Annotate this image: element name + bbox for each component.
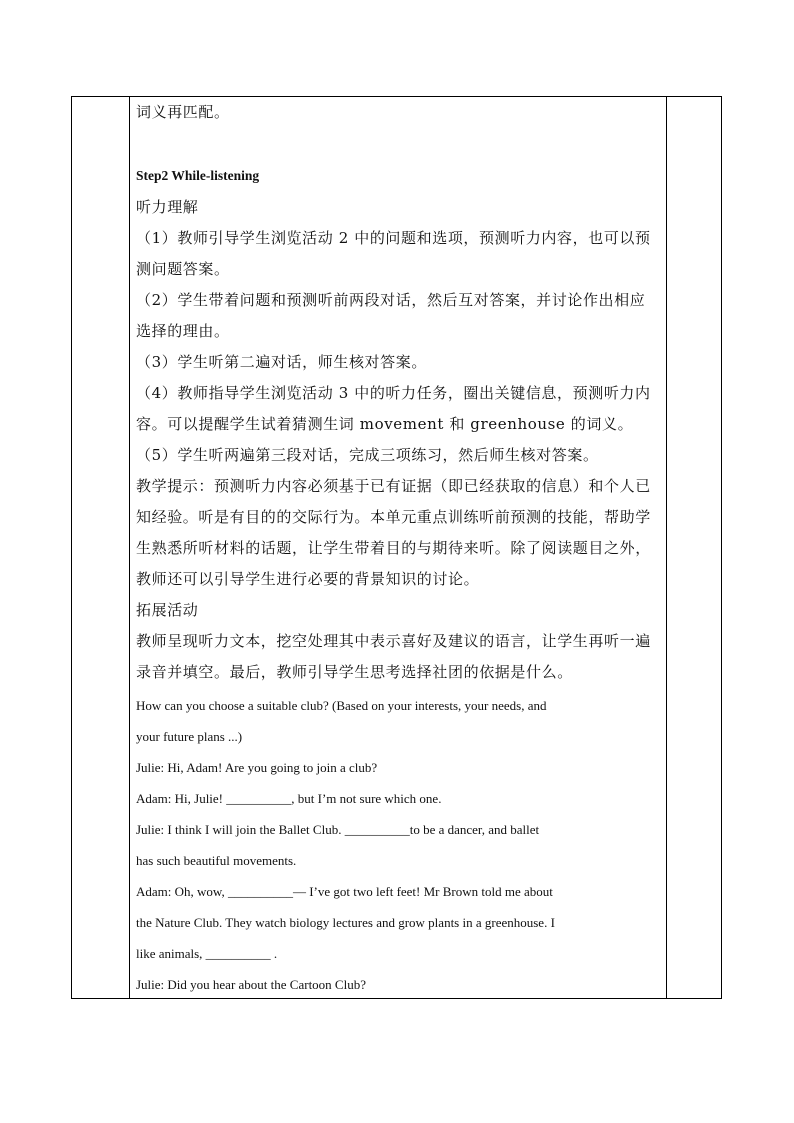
text-line: 听力理解	[136, 198, 199, 216]
text-line: 教学提示：预测听力内容必须基于已有证据（即已经获取的信息）和个人已	[136, 477, 651, 495]
text-line: 录音并填空。最后，教师引导学生思考选择社团的依据是什么。	[136, 663, 573, 681]
text-line: 知经验。听是有目的的交际行为。本单元重点训练听前预测的技能，帮助学	[136, 508, 651, 526]
text-line: （4）教师指导学生浏览活动 3 中的听力任务，圈出关键信息，预测听力内	[136, 384, 651, 402]
text-line: like animals, __________ .	[136, 946, 278, 961]
text-line: 拓展活动	[136, 601, 199, 619]
text-line: has such beautiful movements.	[136, 853, 297, 868]
column-divider-left	[129, 97, 130, 998]
column-divider-right	[666, 97, 667, 998]
text-line: Adam: Oh, wow, __________— I’ve got two left feet! Mr Brown told me about	[136, 884, 553, 899]
text-line: 测问题答案。	[136, 260, 230, 278]
text-line: （2）学生带着问题和预测听前两段对话，然后互对答案，并讨论作出相应	[136, 291, 646, 309]
text-line: your future plans ...)	[136, 729, 243, 744]
text-line: 容。可以提醒学生试着猜测生词 movement 和 greenhouse 的词义。	[136, 415, 634, 433]
text-line: Julie: I think I will join the Ballet Club. __________to be a dancer, and ballet	[136, 822, 540, 837]
text-line: the Nature Club. They watch biology lectures and grow plants in a greenhouse. I	[136, 915, 555, 930]
text-line: （3）学生听第二遍对话，师生核对答案。	[136, 353, 427, 371]
text-line: 选择的理由。	[136, 322, 230, 340]
text-line: Adam: Hi, Julie! __________, but I’m not sure which one.	[136, 791, 442, 806]
section-heading: Step2 While-listening	[136, 168, 260, 183]
lesson-plan-table	[71, 96, 722, 999]
text-line: 生熟悉所听材料的话题，让学生带着目的与期待来听。除了阅读题目之外，	[136, 539, 651, 557]
text-line: 教师呈现听力文本，挖空处理其中表示喜好及建议的语言，让学生再听一遍	[136, 632, 651, 650]
text-line: Julie: Did you hear about the Cartoon Club?	[136, 977, 366, 992]
text-line: How can you choose a suitable club? (Based on your interests, your needs, and	[136, 698, 547, 713]
text-line: 词义再匹配。	[136, 103, 230, 121]
text-line: （1）教师引导学生浏览活动 2 中的问题和选项，预测听力内容，也可以预	[136, 229, 651, 247]
text-line: 教师还可以引导学生进行必要的背景知识的讨论。	[136, 570, 480, 588]
text-line: （5）学生听两遍第三段对话，完成三项练习，然后师生核对答案。	[136, 446, 599, 464]
text-line: Julie: Hi, Adam! Are you going to join a club?	[136, 760, 378, 775]
